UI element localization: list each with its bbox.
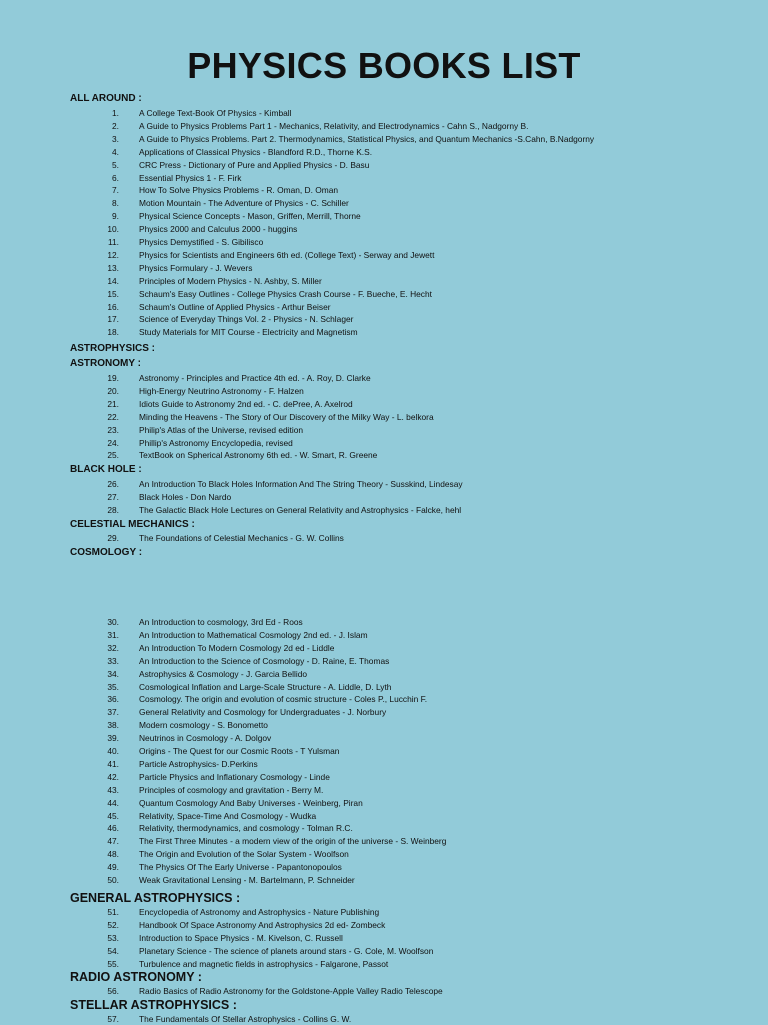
item-number: 40.	[107, 746, 119, 756]
item-number: 46.	[107, 823, 119, 834]
item-number: 18.	[107, 327, 119, 338]
section-heading: ALL AROUND :	[70, 93, 142, 104]
item-number: 14.	[107, 275, 119, 286]
section-heading: STELLAR ASTROPHYSICS :	[70, 998, 237, 1012]
item-number: 56.	[107, 986, 119, 996]
item-number: 41.	[107, 758, 119, 769]
item-title: Science of Everyday Things Vol. 2 - Physics - N. Schlager	[139, 314, 354, 325]
item-number: 36.	[107, 694, 119, 705]
item-number: 32.	[107, 642, 119, 653]
item-number: 38.	[107, 720, 119, 731]
item-number: 50.	[107, 875, 119, 885]
item-number: 17.	[107, 314, 119, 325]
item-title: Study Materials for MIT Course - Electricity and Magnetism	[139, 327, 358, 338]
item-number: 28.	[107, 504, 119, 515]
item-number: 21.	[107, 398, 119, 409]
item-title: Schaum's Easy Outlines - College Physics Crash Course - F. Bueche, E. Hecht	[139, 288, 432, 299]
item-title: General Relativity and Cosmology for Undergraduates - J. Norbury	[139, 707, 387, 718]
item-title: Cosmological Inflation and Large-Scale Structure - A. Liddle, D. Lyth	[139, 681, 392, 692]
item-title: High-Energy Neutrino Astronomy - F. Halzen	[139, 385, 304, 396]
section-heading: CELESTIAL MECHANICS :	[70, 519, 195, 530]
item-title: Minding the Heavens - The Story of Our Discovery of the Milky Way - L. belkora	[139, 411, 434, 422]
item-title: Physics 2000 and Calculus 2000 - huggins	[139, 224, 298, 235]
item-number: 6.	[112, 172, 119, 183]
item-title: A Guide to Physics Problems. Part 2. Thermodynamics, Statistical Physics, and Quantum Mechanics -S.Cahn, B.Nadgorny	[139, 133, 595, 144]
item-title: The Origin and Evolution of the Solar System - Woolfson	[139, 849, 349, 860]
item-title: Black Holes - Don Nardo	[139, 491, 232, 502]
item-title: Principles of Modern Physics - N. Ashby, S. Miller	[139, 275, 322, 286]
item-title: Turbulence and magnetic fields in astrophysics - Falgarone, Passot	[139, 958, 389, 969]
item-title: Principles of cosmology and gravitation - Berry M.	[139, 784, 324, 795]
item-number: 2.	[112, 120, 119, 131]
item-title: Relativity, thermodynamics, and cosmology - Tolman R.C.	[139, 823, 353, 834]
item-number: 37.	[107, 707, 119, 718]
item-number: 54.	[107, 945, 119, 956]
section-heading: GENERAL ASTROPHYSICS :	[70, 891, 241, 905]
item-title: The Galactic Black Hole Lectures on General Relativity and Astrophysics - Falcke, hehl	[139, 504, 462, 515]
item-number: 52.	[107, 919, 119, 930]
item-title: Phillip's Astronomy Encyclopedia, revised	[139, 437, 293, 448]
item-title: A College Text-Book Of Physics - Kimball	[139, 108, 292, 118]
item-number: 44.	[107, 797, 119, 808]
item-number: 15.	[107, 288, 119, 299]
section-heading: COSMOLOGY :	[70, 547, 143, 558]
item-number: 47.	[107, 836, 119, 847]
item-number: 25.	[107, 450, 119, 461]
item-title: CRC Press - Dictionary of Pure and Applied Physics - D. Basu	[139, 159, 370, 170]
item-title: Encyclopedia of Astronomy and Astrophysics - Nature Publishing	[139, 907, 380, 917]
item-title: Modern cosmology - S. Bonometto	[139, 720, 268, 731]
item-title: Physical Science Concepts - Mason, Griffen, Merrill, Thorne	[139, 211, 361, 222]
item-number: 23.	[107, 424, 119, 435]
item-title: Physics for Scientists and Engineers 6th ed. (College Text) - Serway and Jewett	[139, 249, 435, 260]
section-heading: ASTROPHYSICS :	[70, 343, 156, 354]
item-title: The Foundations of Celestial Mechanics - G. W. Collins	[139, 533, 344, 543]
item-number: 13.	[107, 262, 119, 273]
item-title: Physics Demystified - S. Gibilisco	[139, 237, 264, 247]
item-title: Applications of Classical Physics - Blandford R.D., Thorne K.S.	[139, 146, 373, 157]
item-number: 39.	[107, 733, 119, 744]
item-title: Schaum's Outline of Applied Physics - Arthur Beiser	[139, 301, 331, 312]
item-title: TextBook on Spherical Astronomy 6th ed. - W. Smart, R. Greene	[139, 450, 378, 461]
item-number: 20.	[107, 385, 119, 396]
item-number: 7.	[112, 185, 119, 196]
item-title: An Introduction To Modern Cosmology 2d ed - Liddle	[139, 642, 335, 653]
item-number: 48.	[107, 849, 119, 860]
item-title: Motion Mountain - The Adventure of Physics - C. Schiller	[139, 198, 349, 209]
item-number: 11.	[107, 237, 119, 247]
item-number: 8.	[112, 198, 119, 209]
item-number: 26.	[107, 479, 119, 489]
item-title: An Introduction To Black Holes Information And The String Theory - Susskind, Lindesay	[139, 479, 463, 489]
item-number: 4.	[112, 146, 119, 157]
item-number: 30.	[107, 617, 119, 627]
item-title: Handbook Of Space Astronomy And Astrophysics 2d ed- Zombeck	[139, 919, 386, 930]
item-title: Introduction to Space Physics - M. Kivelson, C. Russell	[139, 932, 343, 943]
item-number: 5.	[112, 159, 119, 170]
item-title: An Introduction to Mathematical Cosmology 2nd ed. - J. Islam	[139, 629, 368, 640]
item-title: An Introduction to the Science of Cosmology - D. Raine, E. Thomas	[139, 655, 390, 666]
item-title: Astronomy - Principles and Practice 4th ed. - A. Roy, D. Clarke	[139, 373, 371, 383]
item-number: 53.	[107, 932, 119, 943]
item-number: 19.	[107, 373, 119, 383]
item-number: 16.	[107, 301, 119, 312]
item-number: 31.	[107, 629, 119, 640]
item-title: Radio Basics of Radio Astronomy for the Goldstone-Apple Valley Radio Telescope	[139, 986, 443, 996]
item-number: 3.	[112, 133, 119, 144]
item-title: An Introduction to cosmology, 3rd Ed - Roos	[139, 617, 303, 627]
item-title: A Guide to Physics Problems Part 1 - Mechanics, Relativity, and Electrodynamics - Cahn S., Nadgorny B.	[139, 120, 529, 131]
item-number: 42.	[107, 771, 119, 782]
item-title: Neutrinos in Cosmology - A. Dolgov	[139, 733, 272, 744]
item-title: Relativity, Space-Time And Cosmology - Wudka	[139, 810, 317, 821]
item-title: Idiots Guide to Astronomy 2nd ed. - C. dePree, A. Axelrod	[139, 398, 353, 409]
item-title: Philip's Atlas of the Universe, revised edition	[139, 424, 304, 435]
item-title: Physics Formulary - J. Wevers	[139, 262, 253, 273]
item-title: Essential Physics 1 - F. Firk	[139, 172, 242, 183]
item-title: Particle Physics and Inflationary Cosmology - Linde	[139, 771, 330, 782]
item-number: 34.	[107, 668, 119, 679]
section-heading: BLACK HOLE :	[70, 464, 142, 475]
item-title: Weak Gravitational Lensing - M. Bartelmann, P. Schneider	[139, 875, 355, 885]
item-number: 9.	[112, 211, 119, 222]
item-title: The Fundamentals Of Stellar Astrophysics - Collins G. W.	[139, 1014, 352, 1024]
item-number: 29.	[107, 533, 119, 543]
item-number: 43.	[107, 784, 119, 795]
page-title: PHYSICS BOOKS LIST	[187, 45, 581, 86]
item-number: 51.	[107, 907, 119, 917]
item-number: 35.	[107, 681, 119, 692]
item-title: The First Three Minutes - a modern view of the origin of the universe - S. Weinberg	[139, 836, 447, 847]
item-title: Particle Astrophysics- D.Perkins	[139, 758, 258, 769]
item-number: 45.	[107, 810, 119, 821]
item-title: Quantum Cosmology And Baby Universes - Weinberg, Piran	[139, 797, 363, 808]
section-heading: RADIO ASTRONOMY :	[70, 970, 202, 984]
item-number: 1.	[112, 108, 119, 118]
item-number: 27.	[107, 491, 119, 502]
section-heading: ASTRONOMY :	[70, 358, 141, 369]
item-number: 49.	[107, 862, 119, 873]
item-title: Planetary Science - The science of planets around stars - G. Cole, M. Woolfson	[139, 945, 434, 956]
item-title: Cosmology. The origin and evolution of cosmic structure - Coles P., Lucchin F.	[139, 694, 428, 705]
item-number: 55.	[107, 958, 119, 969]
item-title: Origins - The Quest for our Cosmic Roots - T Yulsman	[139, 746, 340, 756]
item-number: 24.	[107, 437, 119, 448]
item-number: 10.	[107, 224, 119, 235]
item-number: 22.	[107, 411, 119, 422]
item-title: How To Solve Physics Problems - R. Oman, D. Oman	[139, 185, 339, 196]
item-number: 57.	[107, 1014, 119, 1024]
item-number: 12.	[107, 249, 119, 260]
item-number: 33.	[107, 655, 119, 666]
item-title: Astrophysics & Cosmology - J. Garcia Bellido	[139, 668, 308, 679]
item-title: The Physics Of The Early Universe - Papantonopoulos	[139, 862, 342, 873]
